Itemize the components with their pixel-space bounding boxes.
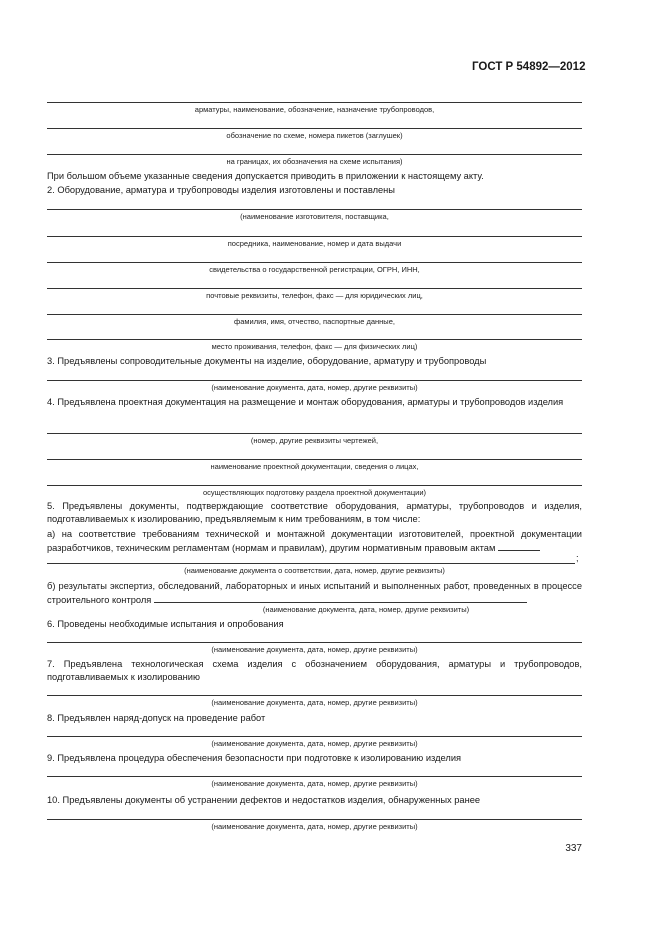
field-caption: осуществляющих подготовку раздела проектной документации) (202, 488, 427, 497)
fill-line (47, 154, 582, 155)
field-caption: арматуры, наименование, обозначение, назначение трубопроводов, (194, 105, 435, 114)
item-3-text: 3. Предъявлены сопроводительные документы на изделие, оборудование, арматуру и трубопроводы (47, 356, 487, 366)
fill-line (47, 736, 582, 737)
fill-line (47, 563, 575, 564)
item-5b-text (47, 580, 582, 607)
item-8-text: 8. Предъявлен наряд-допуск на проведение работ (47, 713, 266, 723)
item-5-text: 5. Предъявлены документы, подтверждающие соответствие оборудования, арматуры, трубопроводов и изделия, подготавливаемых к изолированию, предъявляемым к ним требованиям, в том числе: (47, 501, 582, 524)
field-caption: посредника, наименование, номер и дата выдачи (227, 239, 402, 248)
fill-line (47, 642, 582, 643)
fill-line (47, 339, 582, 340)
fill-line (47, 209, 582, 210)
field-caption: (наименование изготовителя, поставщика, (240, 212, 389, 221)
field-caption: наименование проектной документации, сведения о лицах, (210, 462, 419, 471)
field-caption: (наименование документа, дата, номер, другие реквизиты) (211, 645, 418, 654)
standard-designation: ГОСТ Р 54892—2012 (472, 61, 586, 73)
item-5a-end: ; (576, 553, 579, 563)
item-5b-body: б) результаты экспертиз, обследований, лабораторных и иных испытаний и выполненных работ, проведенных в процессе строительного контроля (47, 581, 582, 605)
fill-line (47, 262, 582, 263)
fill-line (47, 128, 582, 129)
field-caption: на границах, их обозначения на схеме испытания) (226, 157, 403, 166)
field-caption: (наименование документа, дата, номер, другие реквизиты) (211, 779, 418, 788)
field-caption: (наименование документа о соответствии, дата, номер, другие реквизиты) (184, 566, 445, 575)
fill-line (47, 819, 582, 820)
field-caption: почтовые реквизиты, телефон, факс — для юридических лиц, (206, 291, 423, 300)
field-caption: (наименование документа, дата, номер, другие реквизиты) (262, 605, 470, 614)
fill-line (47, 485, 582, 486)
fill-line (47, 288, 582, 289)
field-caption: (номер, другие реквизиты чертежей, (250, 436, 379, 445)
fill-line (47, 380, 582, 381)
item-7-text: 7. Предъявлена технологическая схема изделия с обозначением оборудования, арматуры и трубопроводов, подготавливаемых к изолированию (47, 659, 582, 682)
fill-line (47, 433, 582, 434)
fill-line (47, 695, 582, 696)
fill-line (47, 314, 582, 315)
page-number: 337 (565, 843, 582, 854)
item-2-text: 2. Оборудование, арматура и трубопроводы изделия изготовлены и поставлены (47, 185, 395, 195)
note-paragraph: При большом объеме указанные сведения допускается приводить в приложении к настоящему акту. (47, 171, 484, 181)
field-caption: (наименование документа, дата, номер, другие реквизиты) (211, 383, 418, 392)
fill-line (47, 459, 582, 460)
fill-line (47, 102, 582, 103)
item-10-text: 10. Предъявлены документы об устранении дефектов и недостатков изделия, обнаруженных ранее (47, 795, 481, 805)
item-5a-body: а) на соответствие требованиям технической и монтажной документации изготовителей, проектной документации разработчиков, техническим регламентам (нормам и правилам), другим нормативным правовым актам (47, 529, 582, 553)
item-9-text: 9. Предъявлена процедура обеспечения безопасности при подготовке к изолированию изделия (47, 753, 462, 763)
field-caption: (наименование документа, дата, номер, другие реквизиты) (211, 739, 418, 748)
fill-line (154, 593, 527, 603)
fill-line (47, 776, 582, 777)
item-5a-text (47, 528, 582, 555)
field-caption: фамилия, имя, отчество, паспортные данные, (234, 317, 395, 326)
field-caption: обозначение по схеме, номера пикетов (заглушек) (226, 131, 403, 140)
fill-line (498, 541, 540, 551)
item-6-text: 6. Проведены необходимые испытания и опробования (47, 619, 284, 629)
field-caption: (наименование документа, дата, номер, другие реквизиты) (211, 698, 418, 707)
item-4-text: 4. Предъявлена проектная документация на размещение и монтаж оборудования, арматуры и трубопроводов изделия (47, 397, 564, 407)
fill-line (47, 236, 582, 237)
field-caption: место проживания, телефон, факс — для физических лиц) (211, 342, 418, 351)
field-caption: (наименование документа, дата, номер, другие реквизиты) (211, 822, 418, 831)
field-caption: свидетельства о государственной регистрации, ОГРН, ИНН, (209, 265, 420, 274)
